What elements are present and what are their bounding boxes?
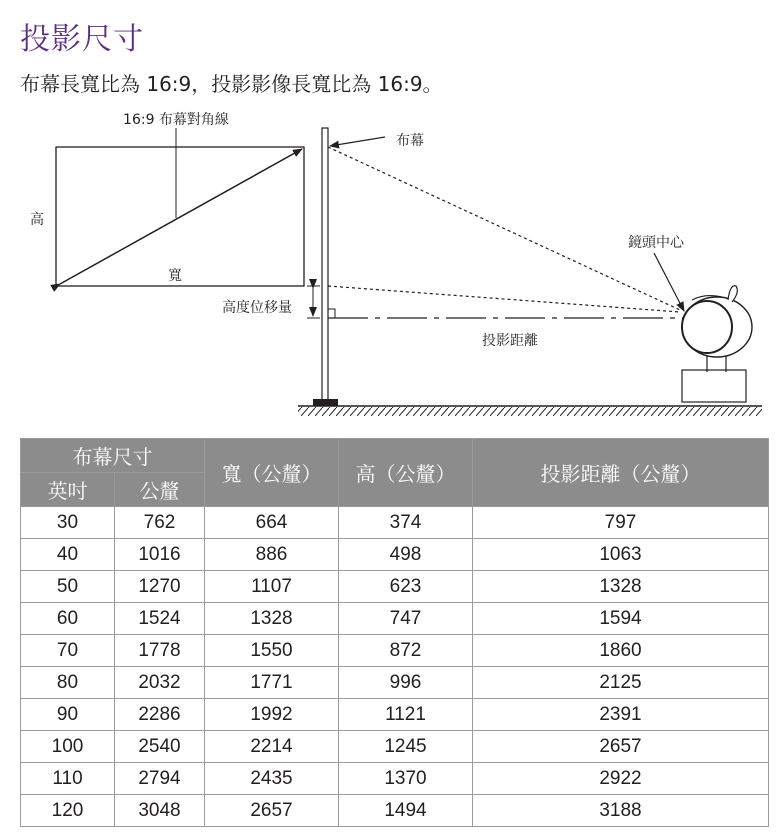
projection-distance-label: 投影距離 (482, 333, 538, 349)
right-angle-marker (328, 309, 335, 318)
table-row (21, 507, 769, 539)
cell-inch: 110 (21, 763, 115, 795)
diagonal-label: 16:9 布幕對角線 (123, 112, 229, 128)
cell-width: 1550 (205, 635, 339, 667)
cell-mm: 2540 (115, 731, 205, 763)
cell-inch: 70 (21, 635, 115, 667)
cell-mm: 762 (115, 507, 205, 539)
cell-height: 374 (339, 507, 473, 539)
table-row (21, 571, 769, 603)
cell-height: 623 (339, 571, 473, 603)
screen-pole (322, 128, 328, 400)
header-height: 高（公釐） (339, 439, 473, 507)
cell-height: 872 (339, 635, 473, 667)
width-label: 寬 (168, 268, 182, 284)
cell-width: 1771 (205, 667, 339, 699)
cell-distance: 1860 (473, 635, 769, 667)
cell-inch: 100 (21, 731, 115, 763)
table-row (21, 699, 769, 731)
cell-height: 498 (339, 539, 473, 571)
header-screen-size: 布幕尺寸 (21, 439, 205, 473)
cell-inch: 40 (21, 539, 115, 571)
floor-hatch (298, 407, 762, 416)
projection-line-top (328, 147, 680, 310)
cell-width: 886 (205, 539, 339, 571)
cell-distance: 3188 (473, 795, 769, 827)
cell-distance: 2922 (473, 763, 769, 795)
cell-height: 1245 (339, 731, 473, 763)
table-row (21, 763, 769, 795)
cell-distance: 1594 (473, 603, 769, 635)
cell-mm: 2286 (115, 699, 205, 731)
page-subtitle: 布幕長寬比為 16:9，投影影像長寬比為 16:9。 (20, 72, 443, 96)
projection-size-table (20, 438, 769, 827)
screen-base (313, 399, 338, 406)
cell-inch: 80 (21, 667, 115, 699)
cell-inch: 90 (21, 699, 115, 731)
cell-mm: 1270 (115, 571, 205, 603)
cell-distance: 1063 (473, 539, 769, 571)
cell-mm: 1778 (115, 635, 205, 667)
projection-line-bottom (328, 286, 680, 312)
table-row (21, 603, 769, 635)
header-projection-distance: 投影距離（公釐） (473, 439, 769, 507)
cell-distance: 1328 (473, 571, 769, 603)
table-row (21, 635, 769, 667)
cell-distance: 2391 (473, 699, 769, 731)
cell-width: 2435 (205, 763, 339, 795)
cell-inch: 120 (21, 795, 115, 827)
cell-distance: 2125 (473, 667, 769, 699)
cell-height: 1494 (339, 795, 473, 827)
cell-mm: 2794 (115, 763, 205, 795)
lens-center-arrow (654, 253, 684, 311)
cell-width: 1992 (205, 699, 339, 731)
table-row (21, 539, 769, 571)
header-mm: 公釐 (115, 473, 205, 507)
cell-height: 747 (339, 603, 473, 635)
cell-height: 1121 (339, 699, 473, 731)
cell-width: 1107 (205, 571, 339, 603)
diagonal-arrow (60, 149, 302, 284)
cell-height: 1370 (339, 763, 473, 795)
height-label: 高 (30, 212, 44, 228)
cell-width: 2214 (205, 731, 339, 763)
table-row (21, 667, 769, 699)
cell-width: 664 (205, 507, 339, 539)
cell-height: 996 (339, 667, 473, 699)
cell-distance: 797 (473, 507, 769, 539)
screen-pointer-arrow (330, 137, 385, 146)
lens-center-label: 鏡頭中心 (628, 235, 684, 251)
cell-inch: 50 (21, 571, 115, 603)
projection-diagram (0, 100, 780, 420)
cell-mm: 1524 (115, 603, 205, 635)
vertical-offset-label: 高度位移量 (222, 300, 292, 316)
table-row (21, 795, 769, 827)
cell-inch: 30 (21, 507, 115, 539)
cell-mm: 2032 (115, 667, 205, 699)
screen-label: 布幕 (396, 133, 424, 149)
page-title: 投影尺寸 (20, 22, 144, 57)
header-width: 寬（公釐） (205, 439, 339, 507)
table-row (21, 731, 769, 763)
projector-icon (682, 286, 752, 402)
cell-inch: 60 (21, 603, 115, 635)
cell-mm: 3048 (115, 795, 205, 827)
cell-width: 1328 (205, 603, 339, 635)
cell-width: 2657 (205, 795, 339, 827)
header-inch: 英吋 (21, 473, 115, 507)
cell-distance: 2657 (473, 731, 769, 763)
cell-mm: 1016 (115, 539, 205, 571)
